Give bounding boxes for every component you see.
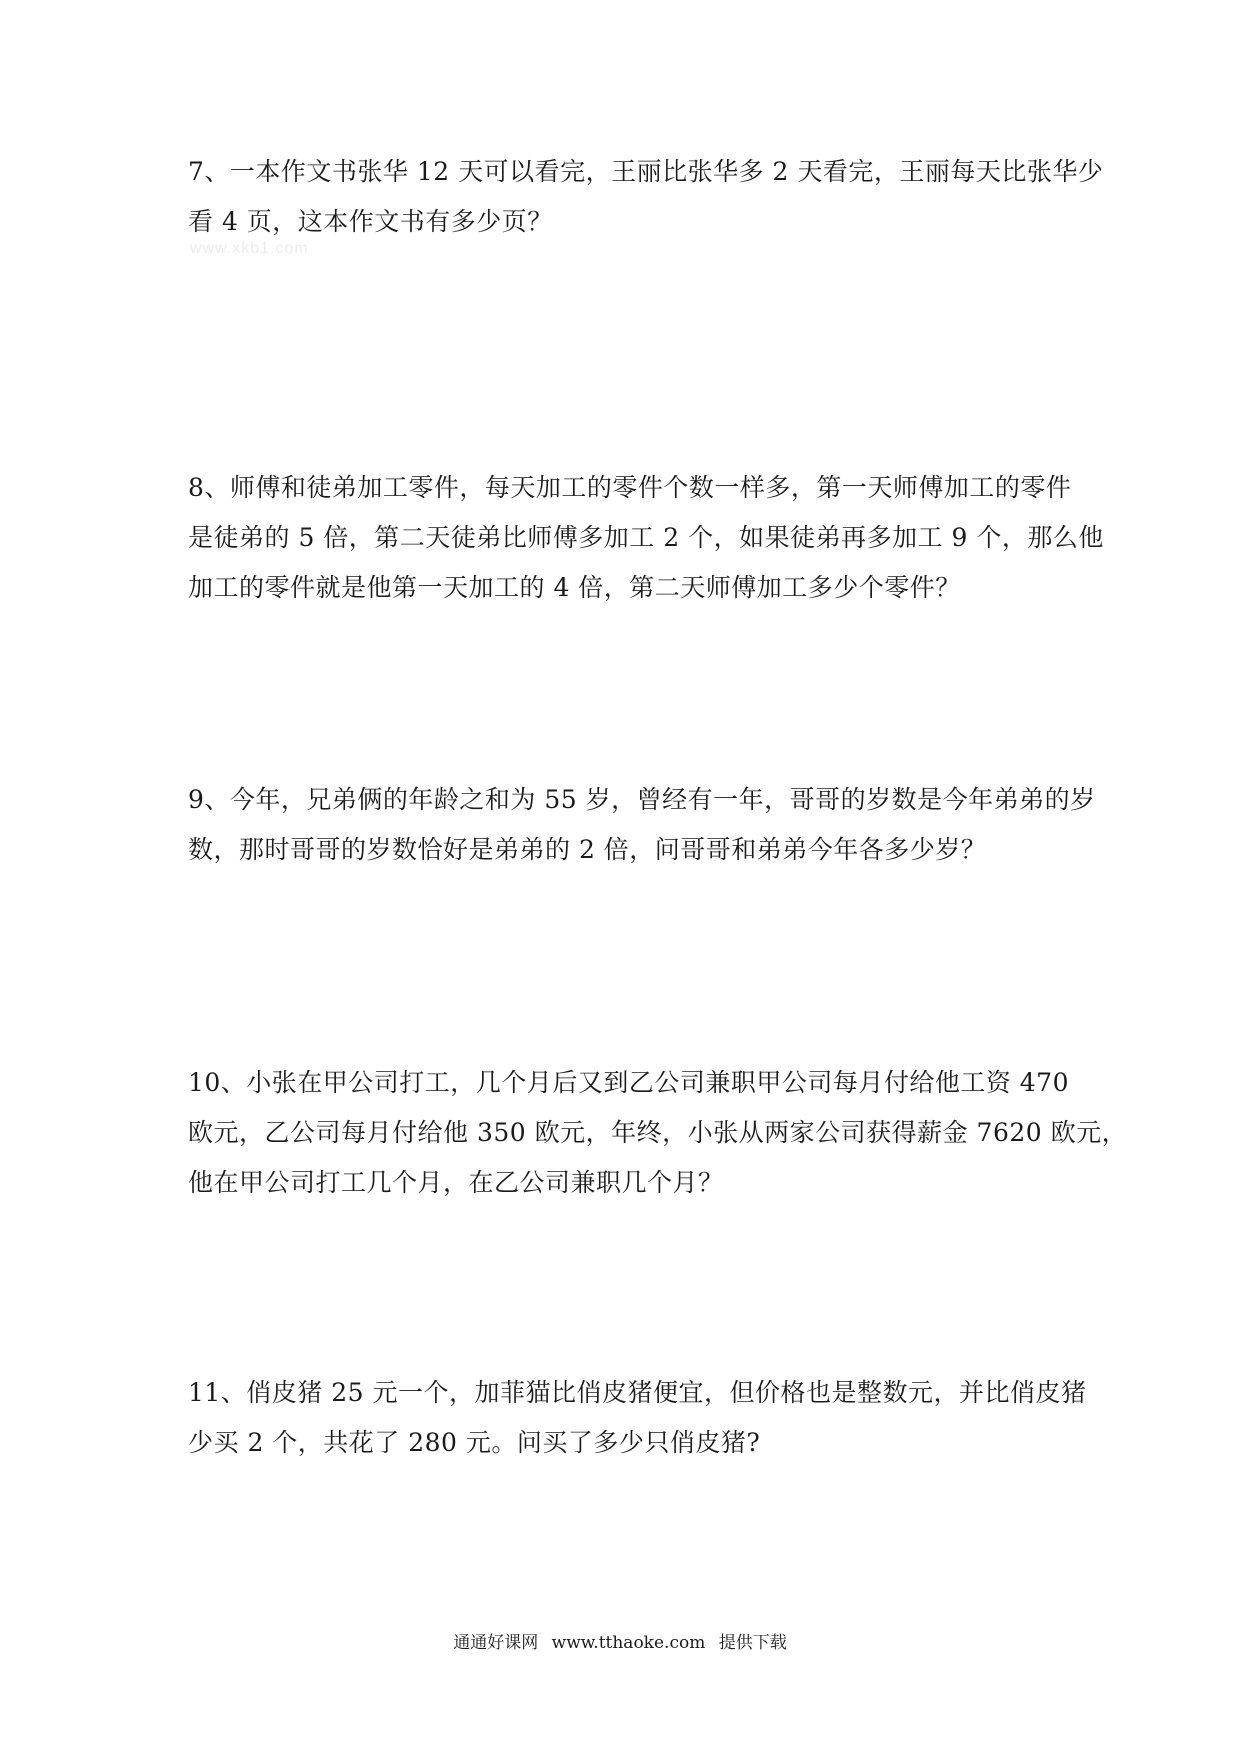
problem-10-line-3: 他在甲公司打工几个月，在乙公司兼职几个月？ bbox=[188, 1168, 724, 1197]
problem-7 bbox=[188, 147, 1104, 247]
problem-9 bbox=[188, 775, 1096, 875]
problem-11 bbox=[188, 1368, 1087, 1468]
problem-10-line-1: 10、小张在甲公司打工，几个月后又到乙公司兼职甲公司每月付给他工资 470 bbox=[188, 1068, 1069, 1097]
problem-10-line-2: 欧元，乙公司每月付给他 350 欧元，年终，小张从两家公司获得薪金 7620 欧元， bbox=[188, 1118, 1128, 1147]
problem-11-line-1: 11、俏皮猪 25 元一个，加菲猫比俏皮猪便宜，但价格也是整数元，并比俏皮猪 bbox=[188, 1378, 1087, 1407]
problem-9-line-2: 数，那时哥哥的岁数恰好是弟弟的 2 倍，问哥哥和弟弟今年各多少岁？ bbox=[188, 835, 987, 864]
footer-url: www.tthaoke.com bbox=[551, 1633, 706, 1653]
problem-8-line-1: 8、师傅和徒弟加工零件，每天加工的零件个数一样多，第一天师傅加工的零件 bbox=[188, 473, 1072, 502]
problem-7-line-1: 7、一本作文书张华 12 天可以看完，王丽比张华多 2 天看完，王丽每天比张华少 bbox=[188, 157, 1104, 186]
problem-8 bbox=[188, 463, 1104, 613]
problem-8-line-3: 加工的零件就是他第一天加工的 4 倍，第二天师傅加工多少个零件？ bbox=[188, 573, 961, 602]
problem-10 bbox=[188, 1058, 1128, 1208]
problem-9-line-1: 9、今年，兄弟俩的年龄之和为 55 岁，曾经有一年，哥哥的岁数是今年弟弟的岁 bbox=[188, 785, 1096, 814]
footer-suffix: 提供下载 bbox=[718, 1633, 787, 1653]
footer-site-name: 通通好课网 bbox=[453, 1633, 539, 1653]
problem-8-line-2: 是徒弟的 5 倍，第二天徒弟比师傅多加工 2 个，如果徒弟再多加工 9 个，那么他 bbox=[188, 523, 1104, 552]
page-footer bbox=[0, 1628, 1240, 1653]
watermark-text: www.xkb1.com bbox=[190, 240, 309, 257]
problem-11-line-2: 少买 2 个，共花了 280 元。问买了多少只俏皮猪? bbox=[188, 1428, 761, 1457]
problem-7-line-2: 看 4 页，这本作文书有多少页？ bbox=[188, 207, 553, 236]
